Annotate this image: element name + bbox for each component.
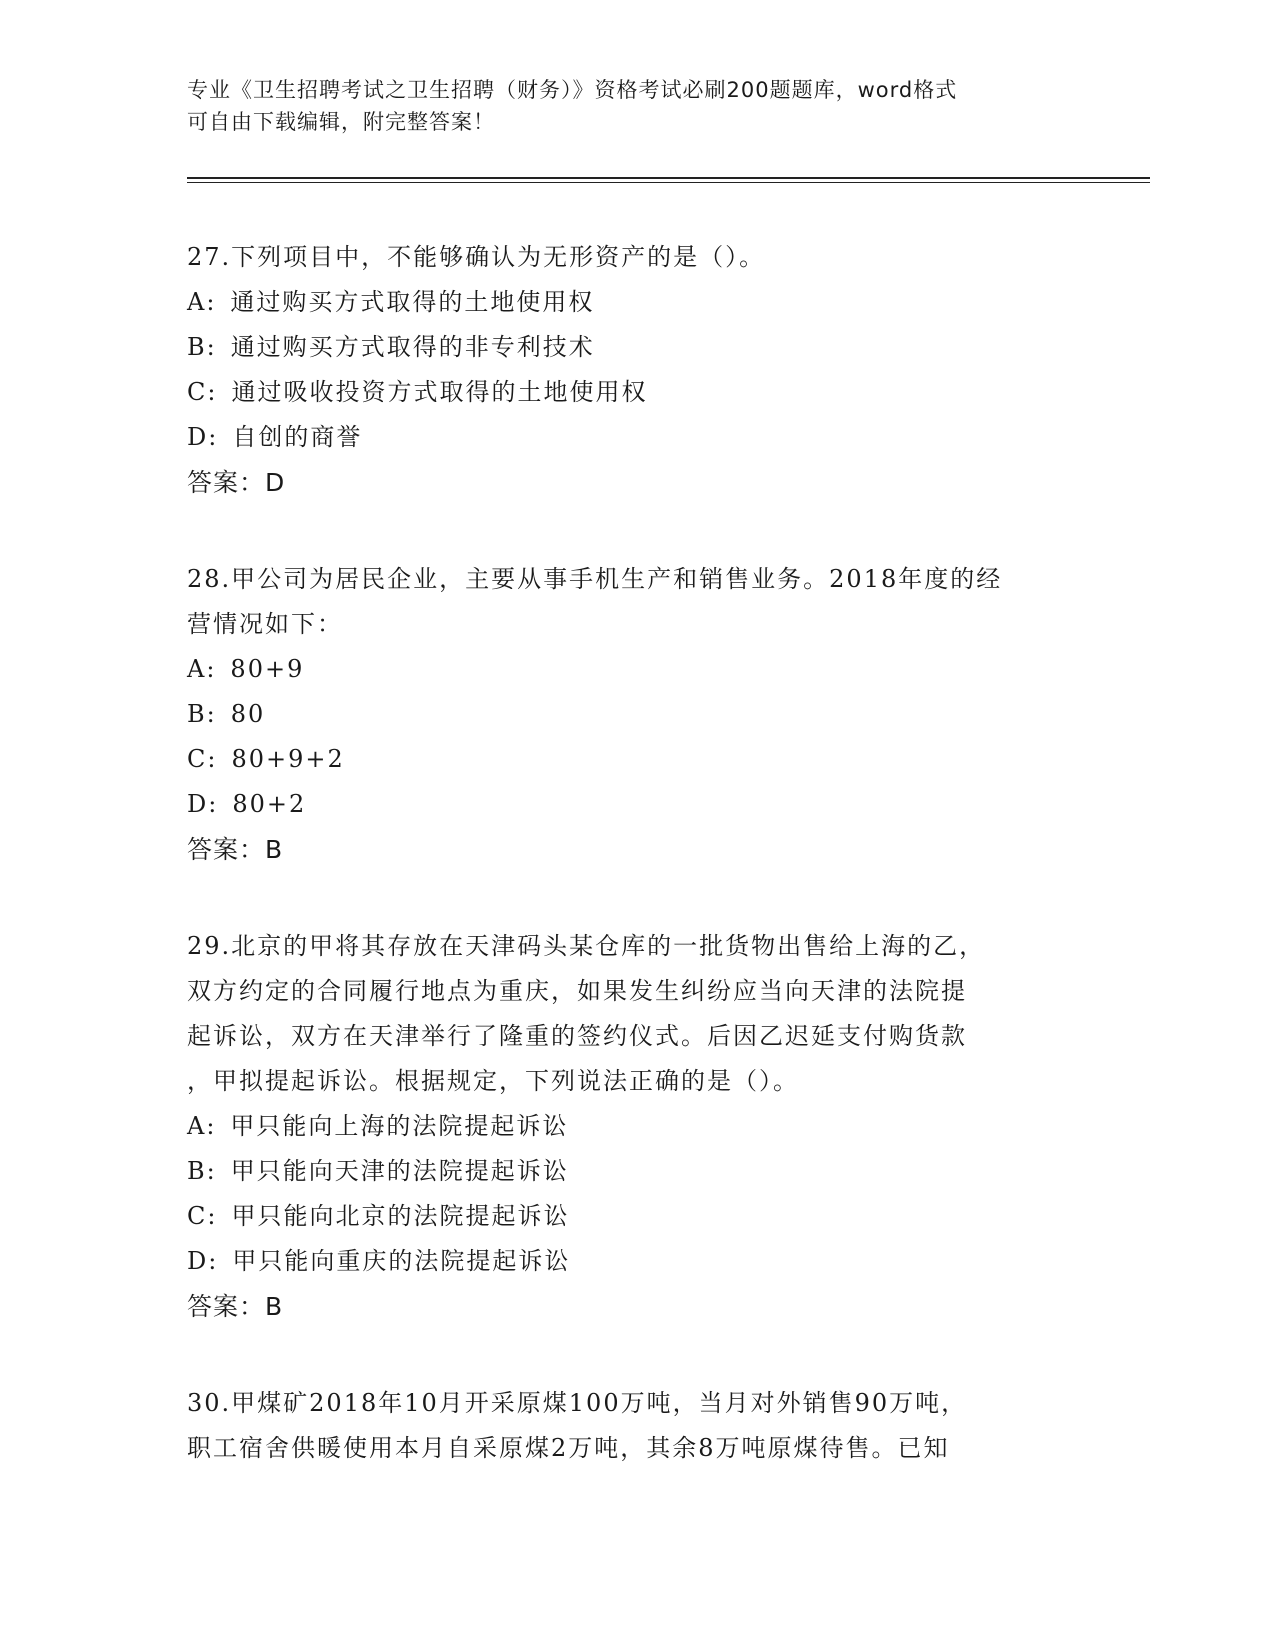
answer-line: 答案：D (187, 468, 286, 497)
option-key: C: (187, 1202, 218, 1230)
option-d (187, 1239, 1087, 1284)
option-text: 80+2 (232, 790, 307, 818)
option-c (187, 370, 1087, 415)
option-text: 80+9+2 (231, 745, 345, 773)
header-line-2: 可自由下载编辑，附完整答案！ (187, 110, 495, 134)
document-header (187, 74, 1067, 138)
option-key: A: (187, 288, 217, 316)
option-c (187, 737, 1087, 782)
option-key: B: (187, 1157, 217, 1185)
header-line-1: 专业《卫生招聘考试之卫生招聘（财务）》资格考试必刷200题题库，word格式 (187, 78, 958, 102)
option-key: B: (187, 333, 217, 361)
question-stem-line: 营情况如下： (187, 610, 343, 638)
question-list (187, 235, 1087, 1523)
option-text: 自创的商誉 (232, 423, 363, 451)
question-stem-line: ，甲拟提起诉讼。根据规定，下列说法正确的是（）。 (187, 1067, 799, 1095)
question-stem-line: 28.甲公司为居民企业，主要从事手机生产和销售业务。2018年度的经 (187, 565, 1003, 593)
question-28 (187, 557, 1087, 872)
option-b (187, 325, 1087, 370)
option-text: 甲只能向上海的法院提起诉讼 (230, 1112, 569, 1140)
option-a (187, 280, 1087, 325)
answer-line: 答案：B (187, 835, 284, 864)
question-stem-line: 职工宿舍供暖使用本月自采原煤2万吨，其余8万吨原煤待售。已知 (187, 1434, 950, 1462)
option-text: 80+9 (230, 655, 305, 683)
option-c (187, 1194, 1087, 1239)
option-text: 80 (230, 700, 266, 728)
option-key: A: (187, 1112, 217, 1140)
option-key: D: (187, 790, 219, 818)
question-27 (187, 235, 1087, 505)
option-text: 通过购买方式取得的土地使用权 (230, 288, 595, 316)
option-d (187, 782, 1087, 827)
answer-line: 答案：B (187, 1292, 284, 1321)
option-text: 甲只能向重庆的法院提起诉讼 (232, 1247, 571, 1275)
option-a (187, 647, 1087, 692)
question-stem-line: 30.甲煤矿2018年10月开采原煤100万吨，当月对外销售90万吨， (187, 1389, 968, 1417)
question-29 (187, 924, 1087, 1329)
question-stem-line: 29.北京的甲将其存放在天津码头某仓库的一批货物出售给上海的乙， (187, 932, 986, 960)
header-divider (187, 177, 1150, 183)
option-key: B: (187, 700, 217, 728)
option-text: 甲只能向天津的法院提起诉讼 (230, 1157, 569, 1185)
question-stem-line: 27.下列项目中，不能够确认为无形资产的是（）。 (187, 243, 766, 271)
option-text: 甲只能向北京的法院提起诉讼 (231, 1202, 570, 1230)
option-b (187, 692, 1087, 737)
option-b (187, 1149, 1087, 1194)
option-key: C: (187, 745, 218, 773)
option-d (187, 415, 1087, 460)
question-30 (187, 1381, 1087, 1471)
option-a (187, 1104, 1087, 1149)
option-key: D: (187, 423, 219, 451)
question-stem-line: 起诉讼，双方在天津举行了隆重的签约仪式。后因乙迟延支付购货款 (187, 1022, 967, 1050)
option-key: D: (187, 1247, 219, 1275)
option-text: 通过购买方式取得的非专利技术 (230, 333, 595, 361)
option-key: A: (187, 655, 217, 683)
option-text: 通过吸收投资方式取得的土地使用权 (231, 378, 648, 406)
question-stem-line: 双方约定的合同履行地点为重庆，如果发生纠纷应当向天津的法院提 (187, 977, 967, 1005)
option-key: C: (187, 378, 218, 406)
